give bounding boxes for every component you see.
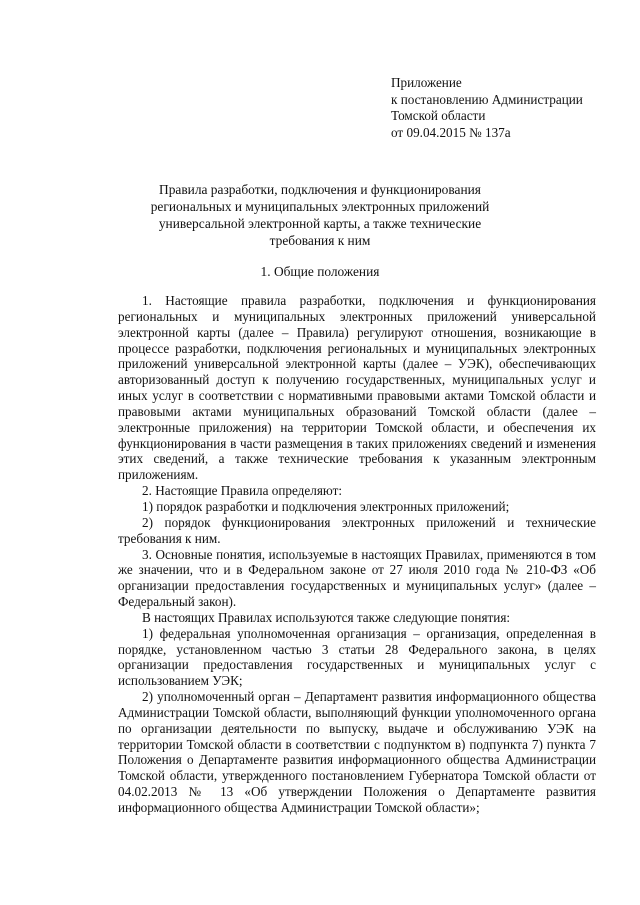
approval-line-appendix: Приложение <box>391 75 462 90</box>
paragraph-2: 2. Настоящие Правила определяют: <box>142 483 343 499</box>
paragraph-2-item-2: 2) порядок функционирования электронных приложений и технические требования к ним. <box>118 514 596 546</box>
title-line-2: региональных и муниципальных электронных приложений <box>150 199 490 214</box>
paragraph-3-item-2: 2) уполномоченный орган – Департамент развития информационного общества Администрации Томской области, выполняющий функции уполномоченного органа по организации деятельности по выпуску, выдаче и обслуживанию УЭК на территории Томской области в соответствии с подпунктом в) подпункта 7) пункта 7 Положения о Департаменте развития информационного общества Администрации Томской области, утвержденного постановлением Губернатора Томской области от 04.02.2013 № 13 «Об утверждении Положения о Департаменте развития информационного общества Администрации Томской области»; <box>118 689 596 815</box>
document-body <box>118 293 596 816</box>
title-line-4: требования к ним <box>269 233 371 248</box>
approval-line-date-number: от 09.04.2015 № 137а <box>391 124 511 140</box>
approval-line-resolution: к постановлению Администрации <box>391 91 583 107</box>
approval-stamp <box>391 75 621 141</box>
paragraph-2-item-1: 1) порядок разработки и подключения электронных приложений; <box>142 498 510 514</box>
paragraph-1: 1. Настоящие правила разработки, подключения и функционирования региональных и муниципальных электронных приложений универсальной электронной карты (далее – Правила) регулируют отношения, возникающие в процессе разработки, подключения региональных и муниципальных электронных приложений универсальной электронной карты (далее – УЭК), обеспечивающих авторизованный доступ к получению государственных, муниципальных услуг и иных услуг в соответствии с нормативными правовыми актами Томской области и правовыми актами муниципальных образований Томской области (далее – электронные приложения) на территории Томской области, и обеспечения их функционирования в части размещения в таких приложениях сведений и изменения этих сведений, а также технические требования к указанным электронным приложениям. <box>118 293 596 483</box>
paragraph-3: 3. Основные понятия, используемые в настоящих Правилах, применяются в том же значении, что и в Федеральном законе от 27 июля 2010 года № 210-ФЗ «Об организации предоставления государственных и муниципальных услуг» (далее – Федеральный закон). <box>118 546 596 610</box>
title-line-3: универсальной электронной карты, а также технические <box>158 216 482 231</box>
title-line-1: Правила разработки, подключения и функционирования <box>159 182 481 197</box>
paragraph-3-item-1: 1) федеральная уполномоченная организация – организация, определенная в порядке, установленном частью 3 статьи 28 Федерального закона, в целях организации предоставления государственных и муниципальных услуг с использованием УЭК; <box>118 625 596 689</box>
paragraph-3-intro: В настоящих Правилах используются также следующие понятия: <box>142 609 511 625</box>
document-title <box>118 181 522 249</box>
approval-line-region: Томской области <box>391 108 486 124</box>
section-title: 1. Общие положения <box>260 264 380 279</box>
